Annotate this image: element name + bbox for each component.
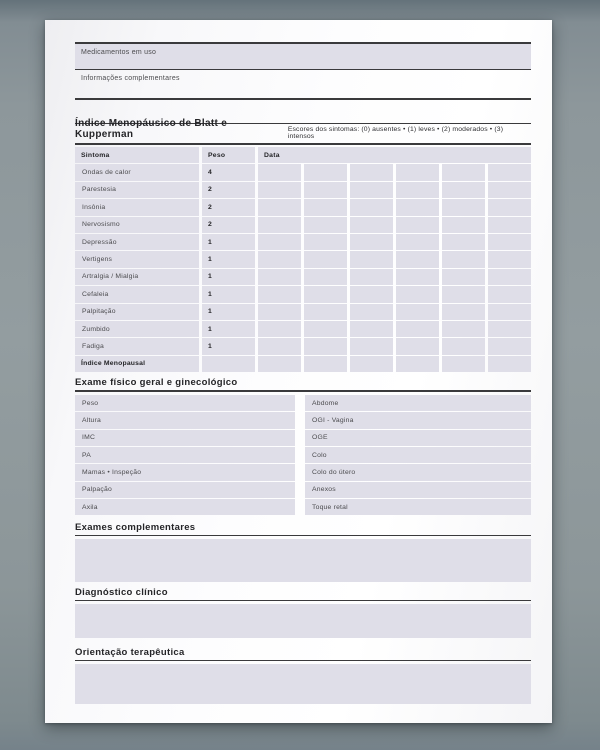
exam-field-right[interactable]: OGI - Vagina [305, 412, 531, 428]
symptom-label: Vertigens [75, 251, 199, 267]
score-cell[interactable] [304, 269, 347, 285]
score-cell[interactable] [488, 356, 531, 372]
diagnostico-clinico-writebox[interactable] [75, 604, 531, 638]
symptom-label: Palpitação [75, 304, 199, 320]
score-cell[interactable] [396, 164, 439, 180]
field-label: Medicamentos em uso [81, 48, 157, 56]
score-cell[interactable] [396, 199, 439, 215]
score-cell[interactable] [350, 269, 393, 285]
index-row-label: Índice Menopausal [75, 356, 199, 372]
score-cell[interactable] [396, 217, 439, 233]
section-title-exames-complementares: Exames complementares [75, 522, 531, 536]
symptom-weight: 1 [202, 338, 255, 354]
score-cell[interactable] [396, 251, 439, 267]
column-header-peso: Peso [202, 147, 255, 163]
score-cell[interactable] [304, 217, 347, 233]
symptom-weight [202, 356, 255, 372]
exam-field-right[interactable]: OGE [305, 430, 531, 446]
score-legend: Escores dos sintomas: (0) ausentes • (1) leves • (2) moderados • (3) intensos [287, 125, 504, 140]
symptom-label: Ondas de calor [75, 164, 199, 180]
score-cell[interactable] [258, 164, 301, 180]
score-cell[interactable] [396, 304, 439, 320]
symptom-label: Fadiga [75, 338, 199, 354]
score-cell[interactable] [304, 199, 347, 215]
score-cell[interactable] [258, 304, 301, 320]
exam-field-left[interactable]: Palpação [75, 482, 295, 498]
page-content [75, 42, 531, 704]
exam-field-right[interactable]: Colo do útero [305, 464, 531, 480]
exam-field-left[interactable]: Axila [75, 499, 295, 515]
score-cell[interactable] [442, 199, 485, 215]
symptom-weight: 1 [202, 251, 255, 267]
score-cell[interactable] [488, 304, 531, 320]
score-cell[interactable] [304, 356, 347, 372]
score-cell[interactable] [488, 234, 531, 250]
score-cell[interactable] [258, 251, 301, 267]
score-cell[interactable] [396, 338, 439, 354]
section-title-orientacao-terapeutica: Orientação terapêutica [75, 647, 531, 661]
score-cell[interactable] [304, 251, 347, 267]
score-cell[interactable] [258, 321, 301, 337]
title-underline [75, 143, 531, 145]
score-cell[interactable] [442, 304, 485, 320]
exames-complementares-writebox[interactable] [75, 539, 531, 582]
symptom-weight: 4 [202, 164, 255, 180]
score-cell[interactable] [304, 321, 347, 337]
document-page [45, 20, 552, 723]
score-cell[interactable] [350, 234, 393, 250]
orientacao-terapeutica-writebox[interactable] [75, 664, 531, 704]
field-medicamentos-em-uso[interactable] [75, 44, 531, 69]
exam-field-left[interactable]: Altura [75, 412, 295, 428]
column-header-data: Data [258, 147, 531, 163]
symptom-weight: 1 [202, 286, 255, 302]
score-cell[interactable] [304, 304, 347, 320]
score-cell[interactable] [396, 321, 439, 337]
exam-grid [75, 395, 531, 515]
exam-field-left[interactable]: PA [75, 447, 295, 463]
score-cell[interactable] [350, 251, 393, 267]
exam-field-right[interactable]: Colo [305, 447, 531, 463]
exam-field-left[interactable]: IMC [75, 430, 295, 446]
score-cell[interactable] [350, 304, 393, 320]
score-cell[interactable] [396, 234, 439, 250]
symptom-weight: 2 [202, 182, 255, 198]
score-cell[interactable] [442, 251, 485, 267]
page-title: Índice Menopáusico de Blatt e Kupperman [75, 118, 228, 140]
symptom-label: Cefaleia [75, 286, 199, 302]
score-cell[interactable] [258, 338, 301, 354]
score-cell[interactable] [442, 234, 485, 250]
symptom-label: Artralgia / Mialgia [75, 269, 199, 285]
symptom-weight: 1 [202, 304, 255, 320]
kupperman-table [75, 147, 531, 372]
score-cell[interactable] [258, 269, 301, 285]
score-cell[interactable] [304, 286, 347, 302]
symptom-weight: 1 [202, 269, 255, 285]
symptom-weight: 2 [202, 217, 255, 233]
score-cell[interactable] [488, 321, 531, 337]
score-cell[interactable] [304, 164, 347, 180]
section-title-diagnostico-clinico: Diagnóstico clínico [75, 587, 531, 601]
score-cell[interactable] [350, 356, 393, 372]
score-cell[interactable] [350, 338, 393, 354]
score-cell[interactable] [442, 286, 485, 302]
score-cell[interactable] [488, 286, 531, 302]
score-cell[interactable] [258, 356, 301, 372]
score-cell[interactable] [442, 164, 485, 180]
score-cell[interactable] [396, 286, 439, 302]
score-cell[interactable] [488, 251, 531, 267]
symptom-label: Depressão [75, 234, 199, 250]
score-cell[interactable] [488, 338, 531, 354]
symptom-label: Parestesia [75, 182, 199, 198]
symptom-weight: 2 [202, 199, 255, 215]
symptom-weight: 1 [202, 234, 255, 250]
score-cell[interactable] [258, 182, 301, 198]
symptom-weight: 1 [202, 321, 255, 337]
score-cell[interactable] [304, 234, 347, 250]
score-cell[interactable] [488, 182, 531, 198]
exam-field-left[interactable]: Peso [75, 395, 295, 411]
score-cell[interactable] [258, 199, 301, 215]
exam-field-right[interactable]: Anexos [305, 482, 531, 498]
score-cell[interactable] [488, 269, 531, 285]
score-cell[interactable] [396, 356, 439, 372]
score-cell[interactable] [442, 217, 485, 233]
field-informacoes-complementares[interactable] [75, 70, 531, 98]
score-cell[interactable] [442, 182, 485, 198]
exam-field-right[interactable]: Toque retal [305, 499, 531, 515]
kupperman-title-row [75, 118, 531, 143]
symptom-label: Nervosismo [75, 217, 199, 233]
score-cell[interactable] [488, 164, 531, 180]
exam-field-right[interactable]: Abdome [305, 395, 531, 411]
score-cell[interactable] [304, 182, 347, 198]
column-header-sintoma: Sintoma [75, 147, 199, 163]
score-cell[interactable] [442, 321, 485, 337]
score-cell[interactable] [350, 321, 393, 337]
score-cell[interactable] [350, 286, 393, 302]
symptom-label: Zumbido [75, 321, 199, 337]
score-cell[interactable] [258, 217, 301, 233]
section-title-exame-fisico: Exame físico geral e ginecológico [75, 377, 531, 392]
score-cell[interactable] [442, 356, 485, 372]
field-label: Informações complementares [81, 74, 180, 82]
score-cell[interactable] [442, 338, 485, 354]
score-cell[interactable] [350, 182, 393, 198]
score-cell[interactable] [488, 199, 531, 215]
symptom-label: Insônia [75, 199, 199, 215]
score-cell[interactable] [350, 199, 393, 215]
score-cell[interactable] [488, 217, 531, 233]
score-cell[interactable] [396, 182, 439, 198]
score-cell[interactable] [350, 164, 393, 180]
exam-field-left[interactable]: Mamas • Inspeção [75, 464, 295, 480]
score-cell[interactable] [350, 217, 393, 233]
score-cell[interactable] [258, 234, 301, 250]
score-cell[interactable] [258, 286, 301, 302]
score-cell[interactable] [396, 269, 439, 285]
score-cell[interactable] [442, 269, 485, 285]
score-cell[interactable] [304, 338, 347, 354]
